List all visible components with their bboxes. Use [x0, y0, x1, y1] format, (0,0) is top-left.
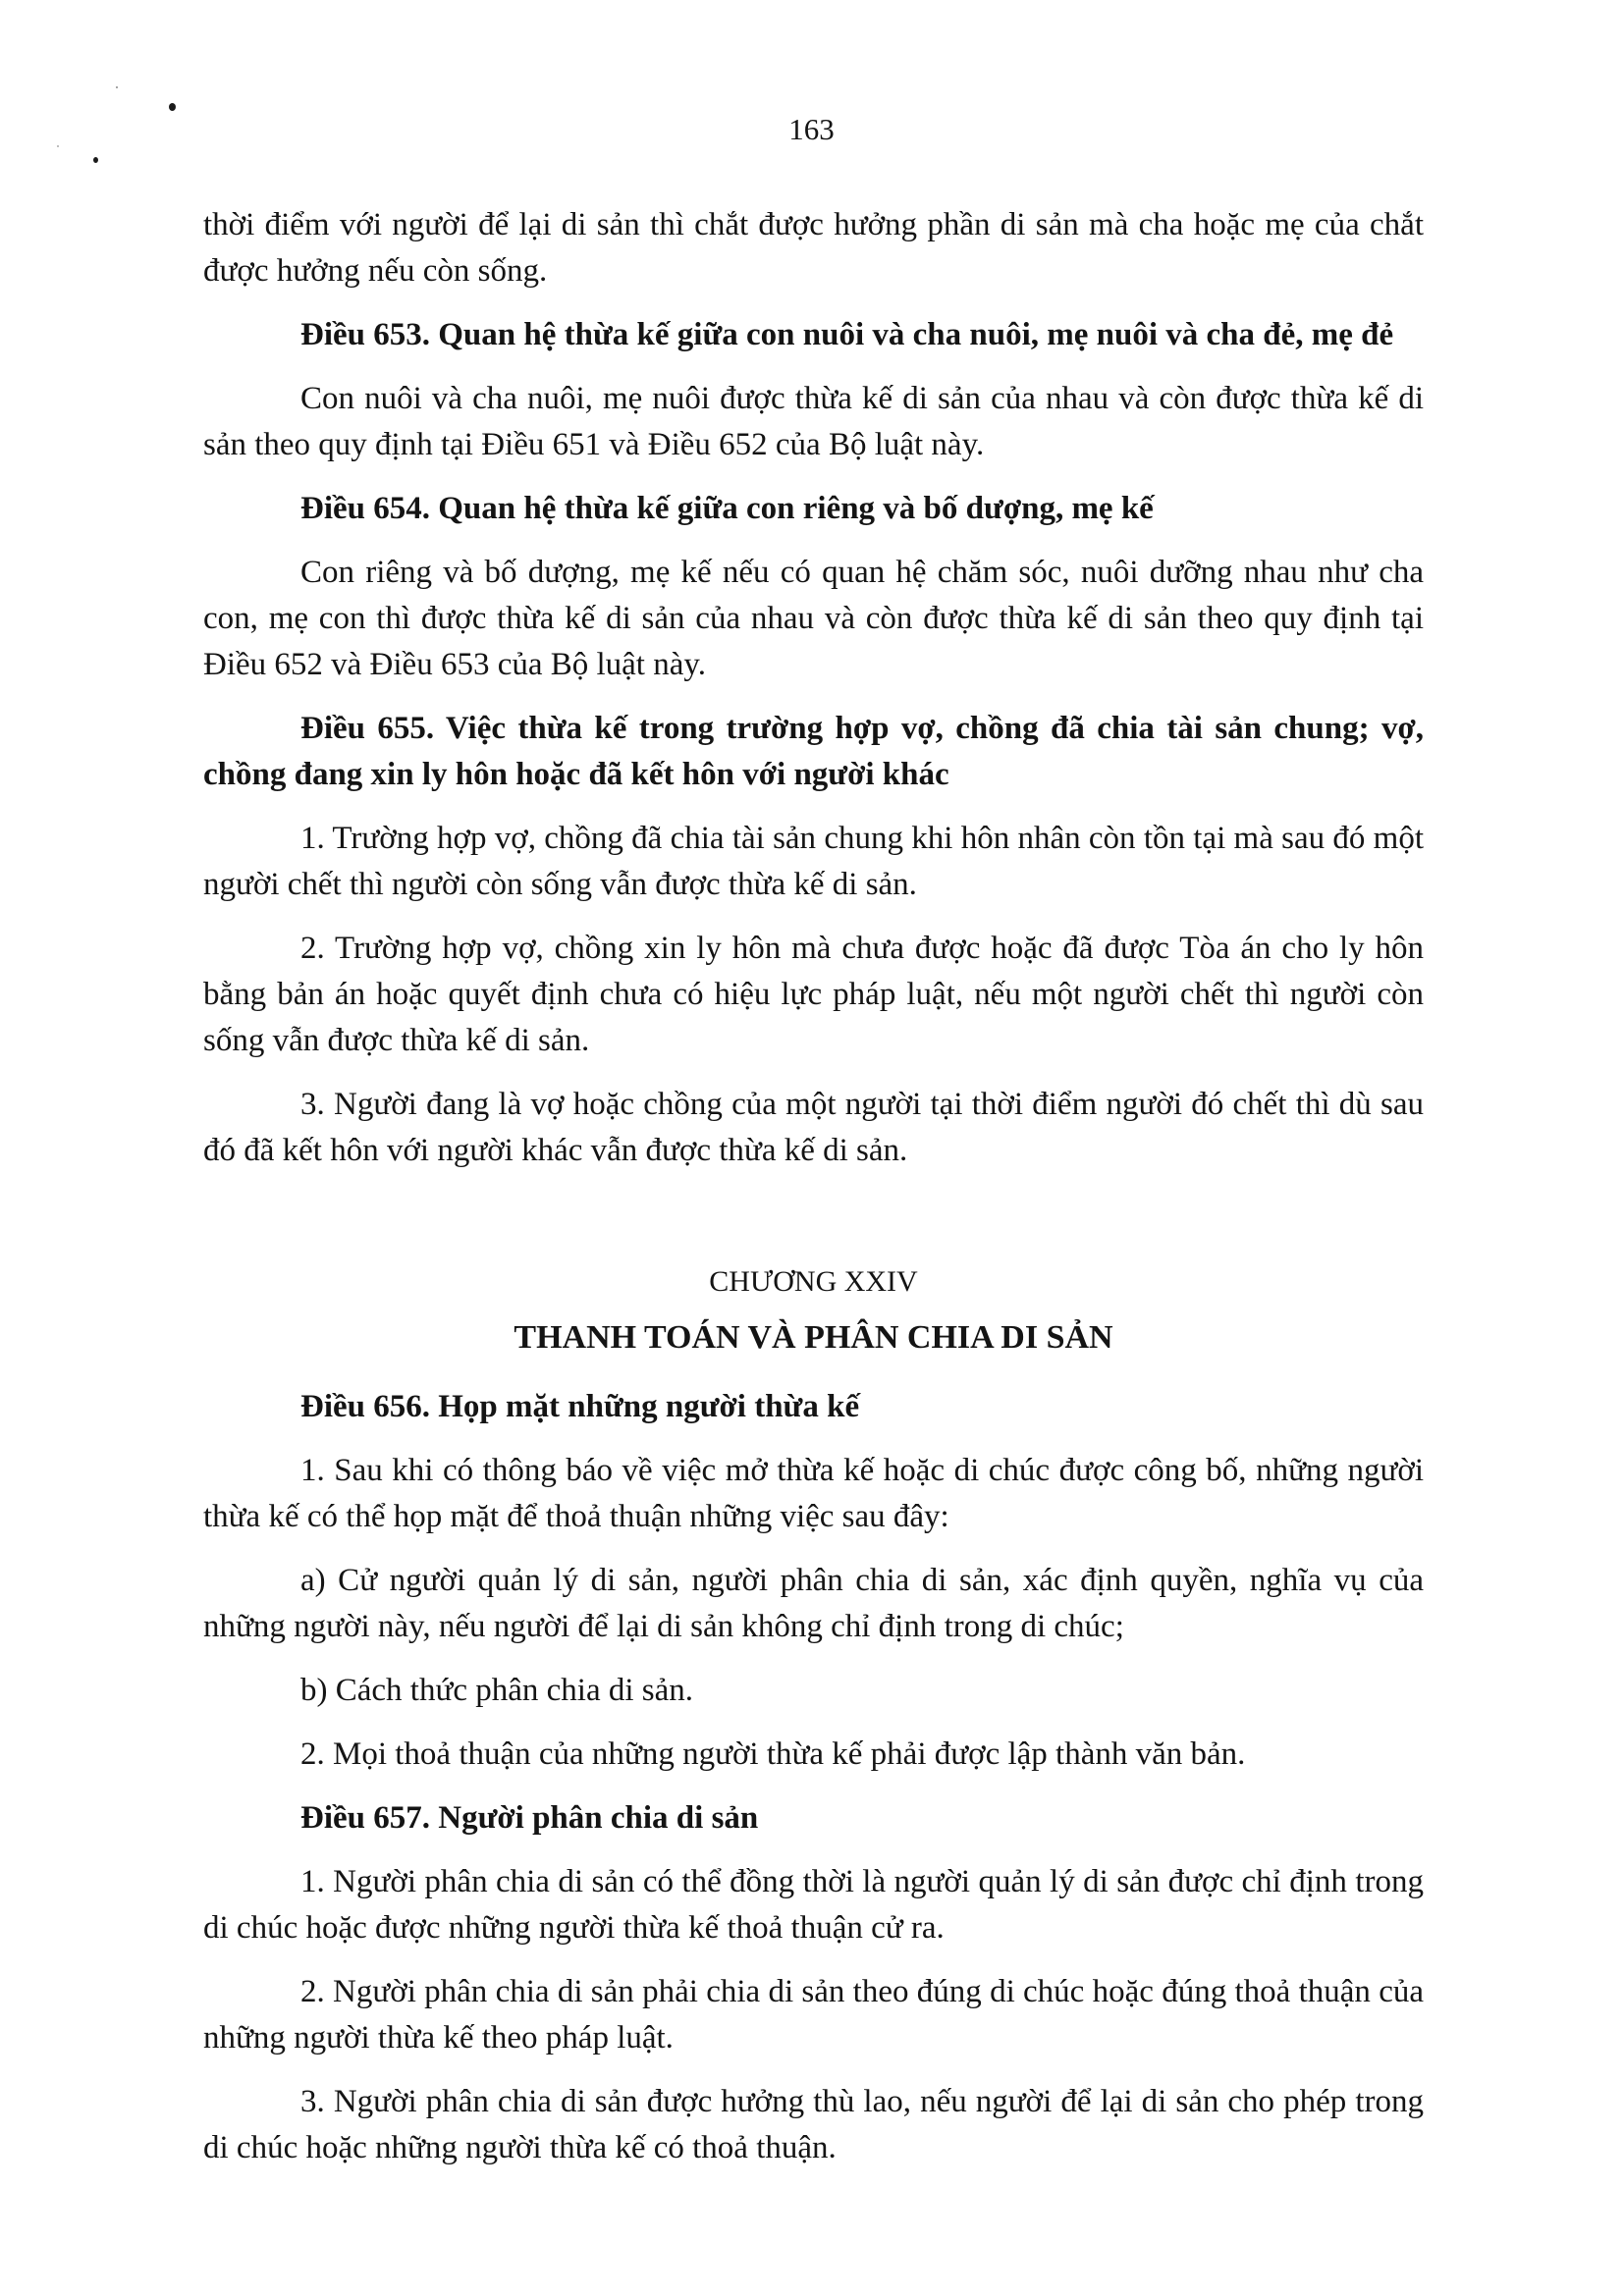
article-654-paragraph: Con riêng và bố dượng, mẹ kế nếu có quan hệ chăm sóc, nuôi dưỡng nhau như cha con, mẹ con thì được thừa kế di sản của nhau và còn được thừa kế di sản theo quy định tại Điều 652 và Điều 653 của Bộ luật này.: [203, 555, 1424, 682]
article-655-clause-2: 2. Trường hợp vợ, chồng xin ly hôn mà chưa được hoặc đã được Tòa án cho ly hôn bằng bản án hoặc quyết định chưa có hiệu lực pháp luật, nếu một người chết thì người còn sống vẫn được thừa kế di sản.: [203, 931, 1424, 1058]
article-657-clause-3: 3. Người phân chia di sản được hưởng thù lao, nếu người để lại di sản cho phép trong di chúc hoặc những người thừa kế có thoả thuận.: [203, 2084, 1424, 2165]
page-number: 163: [788, 112, 835, 146]
article-655-title: Điều 655. Việc thừa kế trong trường hợp vợ, chồng đã chia tài sản chung; vợ, chồng đang xin ly hôn hoặc đã kết hôn với người khác: [203, 711, 1424, 792]
article-656-point-b: b) Cách thức phân chia di sản.: [300, 1673, 694, 1708]
chapter-title: THANH TOÁN VÀ PHÂN CHIA DI SẢN: [514, 1319, 1113, 1356]
chapter-label: CHƯƠNG XXIV: [709, 1265, 918, 1298]
continuation-paragraph: thời điểm với người để lại di sản thì chắt được hưởng phần di sản mà cha hoặc mẹ của chắt được hưởng nếu còn sống.: [203, 207, 1424, 289]
article-655-clause-3: 3. Người đang là vợ hoặc chồng của một người tại thời điểm người đó chết thì dù sau đó đã kết hôn với người khác vẫn được thừa kế di sản.: [203, 1087, 1424, 1168]
scan-speck: [116, 86, 118, 88]
article-656-clause-1: 1. Sau khi có thông báo về việc mở thừa kế hoặc di chúc được công bố, những người thừa kế có thể họp mặt để thoả thuận những việc sau đây:: [203, 1453, 1424, 1534]
article-656-title: Điều 656. Họp mặt những người thừa kế: [300, 1389, 860, 1424]
article-655-clause-1: 1. Trường hợp vợ, chồng đã chia tài sản chung khi hôn nhân còn tồn tại mà sau đó một người chết thì người còn sống vẫn được thừa kế di sản.: [203, 821, 1424, 902]
scan-speck: [93, 157, 98, 163]
article-654-title: Điều 654. Quan hệ thừa kế giữa con riêng và bố dượng, mẹ kế: [300, 491, 1154, 526]
article-653-title: Điều 653. Quan hệ thừa kế giữa con nuôi và cha nuôi, mẹ nuôi và cha đẻ, mẹ đẻ: [300, 317, 1394, 352]
article-657-clause-1: 1. Người phân chia di sản có thể đồng thời là người quản lý di sản được chỉ định trong di chúc hoặc được những người thừa kế thoả thuận cử ra.: [203, 1864, 1424, 1946]
page-body: [203, 202, 1424, 2189]
article-657-clause-2: 2. Người phân chia di sản phải chia di sản theo đúng di chúc hoặc đúng thoả thuận của những người thừa kế theo pháp luật.: [203, 1974, 1424, 2056]
article-653-paragraph: Con nuôi và cha nuôi, mẹ nuôi được thừa kế di sản của nhau và còn được thừa kế di sản theo quy định tại Điều 651 và Điều 652 của Bộ luật này.: [203, 381, 1424, 462]
article-656-point-a: a) Cử người quản lý di sản, người phân chia di sản, xác định quyền, nghĩa vụ của những người này, nếu người để lại di sản không chỉ định trong di chúc;: [203, 1563, 1424, 1644]
article-656-clause-2: 2. Mọi thoả thuận của những người thừa kế phải được lập thành văn bản.: [300, 1736, 1246, 1772]
article-657-title: Điều 657. Người phân chia di sản: [300, 1800, 759, 1836]
